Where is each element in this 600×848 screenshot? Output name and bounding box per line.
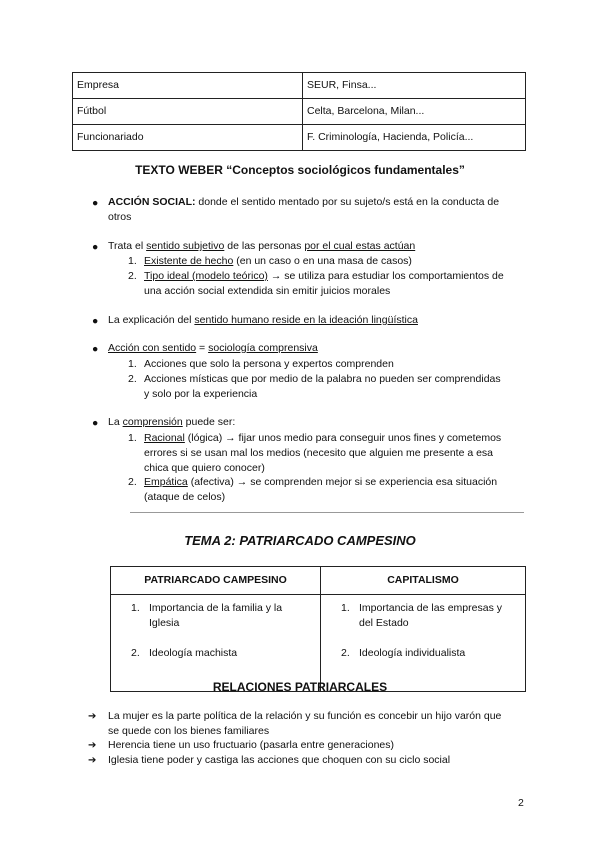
- underlined-term: comprensión: [122, 416, 183, 428]
- list-item: [359, 601, 527, 631]
- arrow-right-icon: ➔: [88, 755, 97, 766]
- underlined-term: sociología comprensiva: [208, 342, 318, 354]
- list-item-text: (en un caso o en una masa de casos): [233, 255, 412, 267]
- list-item-text: Trata el: [108, 240, 147, 252]
- underlined-term: por el cual estas actúan: [304, 240, 416, 252]
- list-item-text: de las personas: [224, 240, 305, 252]
- list-item-text: La mujer es la parte política de la relación y su función es concebir un hijo varón que: [108, 710, 502, 722]
- list-item: Ideología individualista: [359, 647, 466, 659]
- comparison-table: [110, 566, 526, 692]
- table-row: [73, 125, 526, 151]
- table-cell: Celta, Barcelona, Milan...: [303, 99, 526, 125]
- table-cell: Fútbol: [73, 99, 303, 125]
- list-number: 2.: [128, 373, 137, 385]
- bullet-icon: ●: [92, 315, 99, 327]
- sub-list-item: [144, 254, 526, 269]
- list-item-text: → se utiliza para estudiar los comportamientos de: [267, 270, 504, 282]
- list-item-text: Iglesia: [149, 617, 180, 629]
- bullet-icon: ●: [92, 241, 99, 253]
- table-cell: SEUR, Finsa...: [303, 73, 526, 99]
- tema2-heading: TEMA 2: PATRIARCADO CAMPESINO: [184, 533, 416, 548]
- list-item: [108, 709, 528, 739]
- list-item-text: (lógica) → fijar unos medio para conseguir unos fines y cometemos: [184, 432, 502, 444]
- list-item-text: =: [196, 342, 209, 354]
- underlined-term: Existente de hecho: [144, 255, 234, 267]
- list-item-text: donde el sentido mentado por su sujeto/s está en la conducta de: [195, 196, 500, 208]
- bullet-icon: ●: [92, 197, 99, 209]
- accion-social-term: ACCIÓN SOCIAL:: [108, 196, 196, 208]
- list-item: Herencia tiene un uso fructuario (pasarla entre generaciones): [108, 739, 394, 751]
- list-item-text: (afectiva) → se comprenden mejor si se experiencia esa situación: [187, 476, 498, 488]
- table-cell: Empresa: [73, 73, 303, 99]
- list-item-text: del Estado: [359, 617, 409, 629]
- arrow-right-icon: ➔: [88, 711, 97, 722]
- list-item-text: otros: [108, 211, 132, 223]
- arrow-right-icon: ➔: [88, 740, 97, 751]
- list-item-text: errores si se usan mal los medios (necesito que alguien me presente a esa: [144, 447, 494, 459]
- sub-list-item: [144, 431, 526, 476]
- list-item: [108, 239, 528, 254]
- list-item: Iglesia tiene poder y castiga las acciones que choquen con su ciclo social: [108, 754, 451, 766]
- underlined-term: Acción con sentido: [108, 342, 197, 354]
- list-item-text: puede ser:: [182, 416, 236, 428]
- section-divider: [130, 512, 524, 513]
- column-header: CAPITALISMO: [321, 567, 526, 595]
- list-number: 1.: [341, 602, 350, 614]
- underlined-term: Empática: [144, 476, 188, 488]
- list-number: 1.: [128, 432, 137, 444]
- table-cell: Funcionariado: [73, 125, 303, 151]
- table-row: [73, 73, 526, 99]
- bullet-icon: ●: [92, 343, 99, 355]
- list-number: 2.: [131, 647, 140, 659]
- underlined-term: Racional: [144, 432, 185, 444]
- table-row: [111, 595, 526, 692]
- column-header: PATRIARCADO CAMPESINO: [111, 567, 321, 595]
- table-header-row: [111, 567, 526, 595]
- list-number: 2.: [341, 647, 350, 659]
- list-item-text: La: [108, 416, 123, 428]
- list-item: [108, 341, 528, 356]
- table-cell: [111, 595, 321, 692]
- list-item: Ideología machista: [149, 647, 238, 659]
- underlined-term: sentido subjetivo: [146, 240, 225, 252]
- sub-list-item: [144, 372, 526, 402]
- list-number: 2.: [128, 476, 137, 488]
- list-number: 1.: [128, 358, 137, 370]
- list-item-text: se quede con los bienes familiares: [108, 725, 270, 737]
- sub-list-item: [144, 475, 526, 505]
- list-item-text: Importancia de la familia y la: [149, 602, 283, 614]
- list-item: [108, 195, 528, 225]
- list-item: [108, 313, 528, 328]
- list-item-text: La explicación del: [108, 314, 195, 326]
- list-item-text: una acción social extendida sin emitir juicios morales: [144, 285, 391, 297]
- list-item: [108, 415, 528, 430]
- list-item: [149, 601, 317, 631]
- list-number: 1.: [128, 255, 137, 267]
- bullet-icon: ●: [92, 417, 99, 429]
- page-number: 2: [518, 797, 524, 809]
- table-cell: F. Criminología, Hacienda, Policía...: [303, 125, 526, 151]
- entity-table: [72, 72, 526, 151]
- list-item-text: y solo por la experiencia: [144, 388, 258, 400]
- list-number: 1.: [131, 602, 140, 614]
- relaciones-heading: RELACIONES PATRIARCALES: [212, 680, 388, 694]
- sub-list-item: [144, 269, 526, 299]
- table-row: [73, 99, 526, 125]
- list-item-text: Acciones místicas que por medio de la palabra no pueden ser comprendidas: [144, 373, 501, 385]
- underlined-term: Tipo ideal (modelo teórico): [144, 270, 268, 282]
- list-item-text: Importancia de las empresas y: [359, 602, 502, 614]
- weber-heading: TEXTO WEBER “Conceptos sociológicos fundamentales”: [135, 163, 465, 177]
- underlined-term: sentido humano reside en la ideación lingüística: [194, 314, 418, 326]
- list-number: 2.: [128, 270, 137, 282]
- sub-list-item: Acciones que solo la persona y expertos comprenden: [144, 358, 394, 370]
- list-item-text: chica que quiero conocer): [144, 462, 265, 474]
- list-item-text: (ataque de celos): [144, 491, 226, 503]
- table-cell: [321, 595, 526, 692]
